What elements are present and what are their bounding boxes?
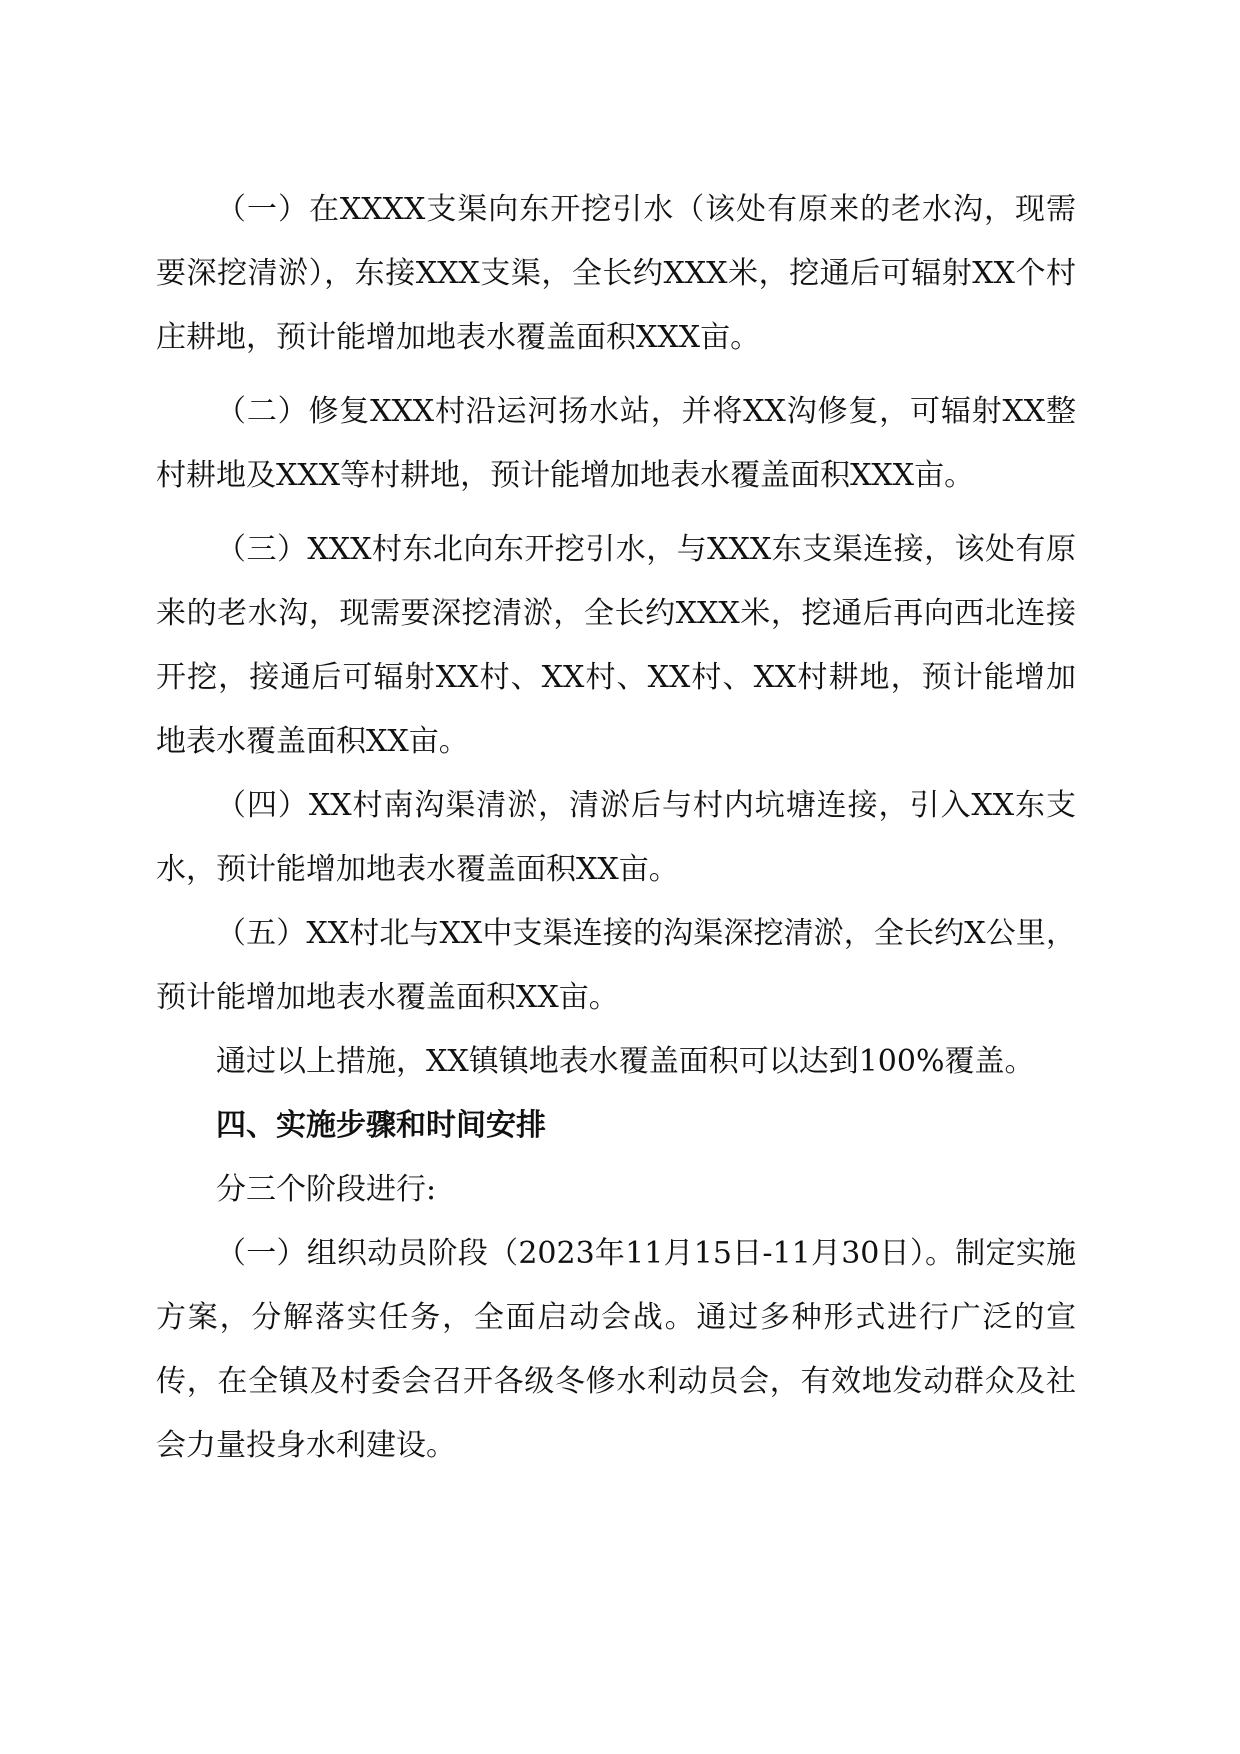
paragraph-measure-5: （五）XX村北与XX中支渠连接的沟渠深挖清淤，全长约X公里，预计能增加地表水覆盖面积XX亩。: [156, 916, 1076, 1015]
document-body: [156, 178, 1076, 1478]
paragraph-intro: 分三个阶段进行:: [216, 1172, 437, 1207]
paragraph-measure-2: （二）修复XXX村沿运河扬水站，并将XX沟修复，可辐射XX整村耕地及XXX等村耕地，预计能增加地表水覆盖面积XXX亩。: [156, 394, 1076, 493]
paragraph-summary: 通过以上措施，XX镇镇地表水覆盖面积可以达到100%覆盖。: [216, 1044, 1035, 1079]
paragraph-measure-1: （一）在XXXX支渠向东开挖引水（该处有原来的老水沟，现需要深挖清淤），东接XXX支渠，全长约XXX米，挖通后可辐射XX个村庄耕地，预计能增加地表水覆盖面积XXX亩。: [156, 192, 1076, 355]
section-heading: 四、实施步骤和时间安排: [216, 1108, 546, 1143]
paragraph-measure-3: （三）XXX村东北向东开挖引水，与XXX东支渠连接，该处有原来的老水沟，现需要深挖清淤，全长约XXX米，挖通后再向西北连接开挖，接通后可辐射XX村、XX村、XX村、XX村耕地，预计能增加地表水覆盖面积XX亩。: [156, 532, 1076, 759]
paragraph-stage-1: （一）组织动员阶段（2023年11月15日-11月30日）。制定实施方案，分解落实任务，全面启动会战。通过多种形式进行广泛的宣传，在全镇及村委会召开各级冬修水利动员会，有效地发动群众及社会力量投身水利建设。: [156, 1236, 1076, 1463]
paragraph-measure-4: （四）XX村南沟渠清淤，清淤后与村内坑塘连接，引入XX东支水，预计能增加地表水覆盖面积XX亩。: [156, 788, 1076, 887]
